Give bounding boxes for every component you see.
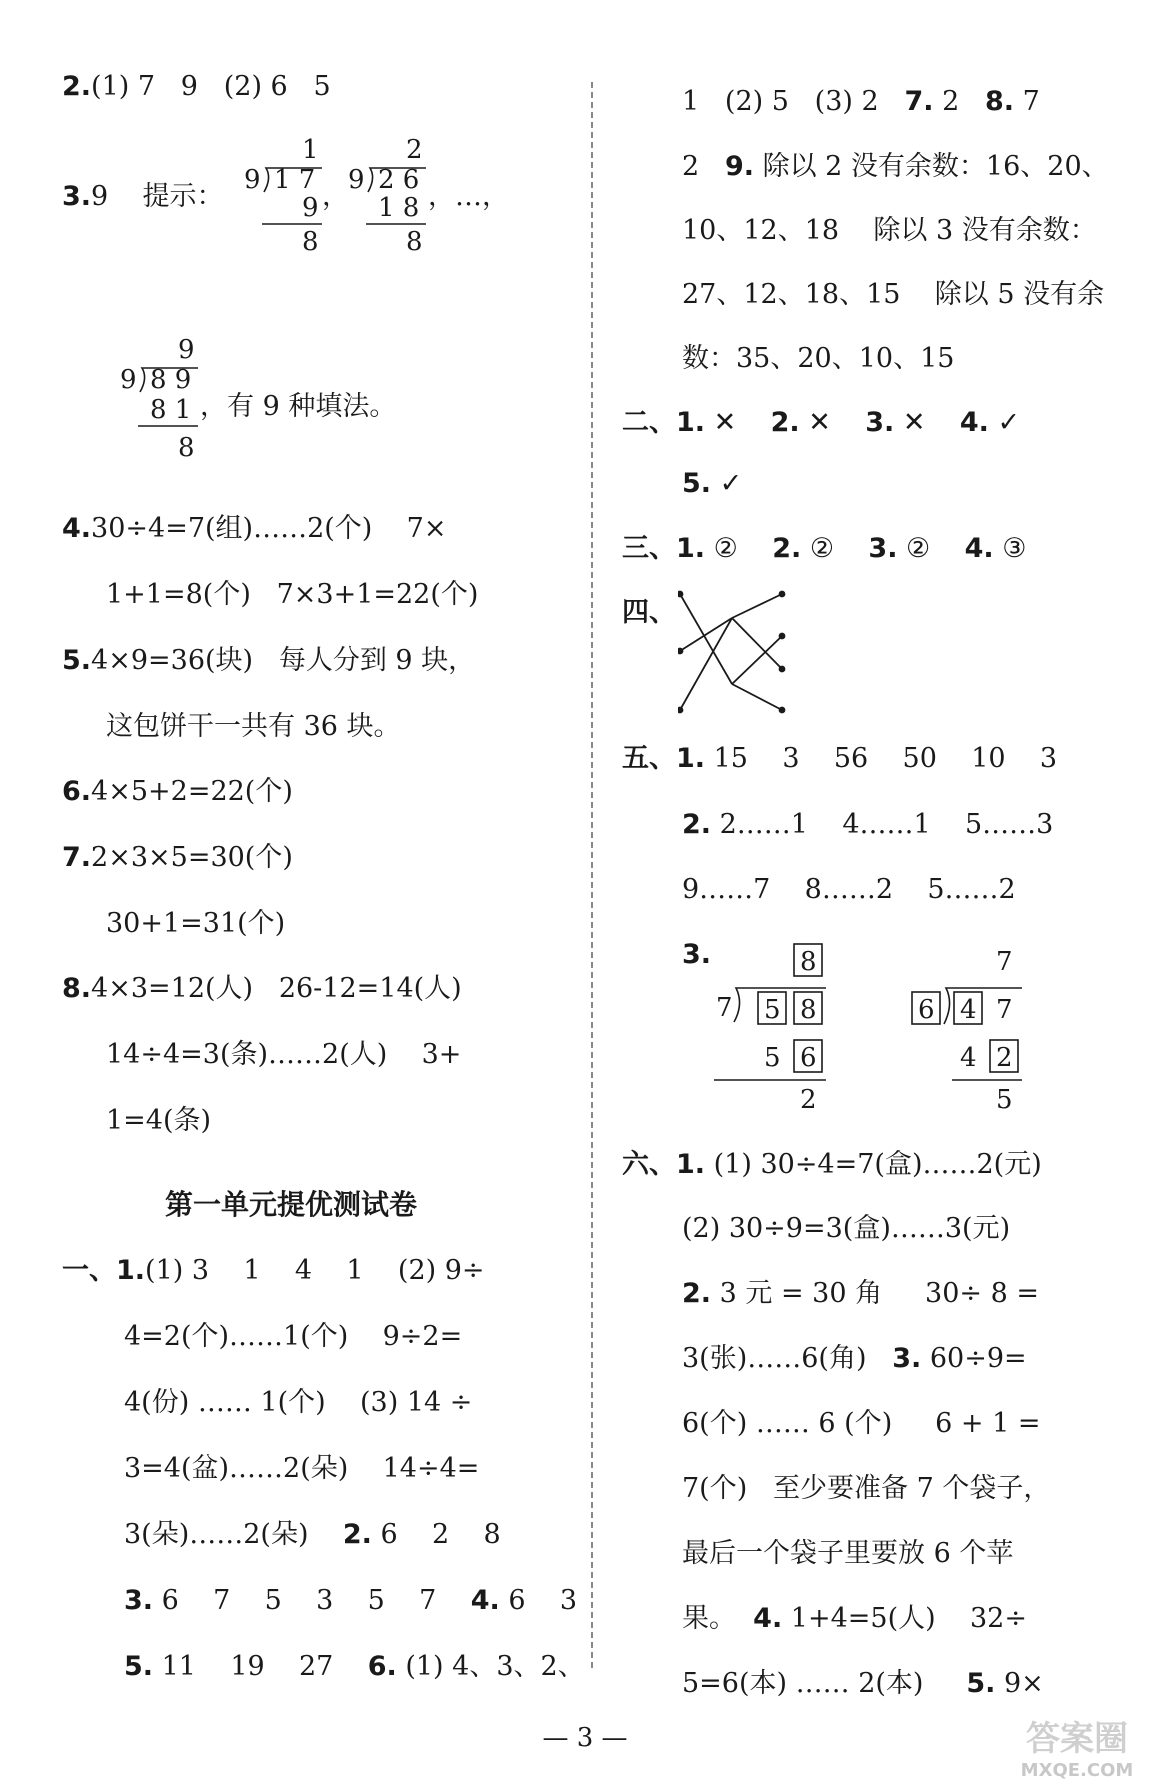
product-a: 4 [960, 1043, 977, 1073]
r-line1: 1 (2) 5 (3) 2 7. 2 8. 7 [682, 86, 1040, 117]
dividend-b: 8 [800, 995, 817, 1025]
remainder: 8 [302, 227, 319, 257]
dividend-b: 7 [996, 995, 1013, 1025]
s5-line1: 五、1. 15 3 56 50 10 3 [622, 743, 1058, 774]
r-line3: 10、12、18 除以 3 没有余数： [682, 215, 1097, 246]
long-division-89 [116, 332, 206, 474]
s1-line7: 5. 11 19 27 6. (1) 4、3、2、 [124, 1651, 585, 1682]
remainder: 2 [800, 1085, 817, 1112]
column-divider [591, 82, 593, 1668]
s6-line6: 7(个) 至少要准备 7 个袋子， [682, 1473, 1051, 1504]
watermark-text: 答案圈 [1026, 1719, 1128, 1759]
answer-8-line1: 8.4×3=12(人) 26-12=14(人) [62, 973, 462, 1004]
s6-line3: 2. 3 元 = 30 角 30÷ 8 = [682, 1278, 1039, 1309]
dividend: 8 9 [150, 365, 192, 395]
boxed-division-b [910, 942, 1030, 1112]
product: 9 [302, 193, 319, 223]
s3-line: 三、1. ② 2. ② 3. ② 4. ③ [622, 533, 1027, 564]
product-b: 2 [996, 1043, 1013, 1073]
answer-7-line2: 30+1=31(个) [106, 908, 286, 939]
quotient: 9 [178, 335, 195, 365]
answer-2: 2.(1) 7 9 (2) 6 5 [62, 71, 331, 102]
product-a: 5 [764, 1043, 781, 1073]
s1-line2: 4=2(个)……1(个) 9÷2= [124, 1321, 463, 1352]
separator-comma: ， [322, 181, 349, 212]
answer-3: 3.9 提示： [62, 181, 224, 212]
answer-4-line1: 4.30÷4=7(组)……2(个) 7× [62, 513, 447, 544]
s1-line1: 一、1.(1) 3 1 4 1 (2) 9÷ [62, 1255, 485, 1286]
s1-line4: 3=4(盆)……2(朵) 14÷4= [124, 1453, 480, 1484]
watermark-logo [1002, 1712, 1152, 1782]
product-b: 6 [800, 1043, 817, 1073]
r-line4: 27、12、18、15 除以 5 没有余 [682, 279, 1105, 310]
dividend: 2 6 [378, 165, 420, 195]
divisor: 6 [918, 995, 935, 1025]
s1-line5: 3(朵)……2(朵) 2. 6 2 8 [124, 1519, 501, 1550]
answer-3-tail: ，…， [428, 181, 509, 212]
dividend-a: 4 [960, 995, 977, 1025]
long-division-26 [344, 134, 434, 266]
product: 1 8 [378, 193, 420, 223]
answer-7-line1: 7.2×3×5=30(个) [62, 842, 293, 873]
divisor: 9 [244, 165, 261, 195]
s5-line2: 2. 2……1 4……1 5……3 [682, 809, 1054, 840]
s2-line2: 5. ✓ [682, 468, 743, 499]
quotient: 7 [996, 947, 1013, 977]
answer-8-line2: 14÷4=3(条)……2(人) 3+ [106, 1039, 462, 1070]
remainder: 8 [178, 433, 195, 463]
s5-line4: 3. [682, 939, 712, 970]
answer-8-line3: 1=4(条) [106, 1105, 212, 1136]
remainder: 5 [996, 1085, 1013, 1112]
quotient: 1 [302, 135, 319, 165]
watermark-url: MXQE.COM [1020, 1760, 1134, 1781]
r-line5: 数：35、20、10、15 [682, 343, 955, 374]
divisor: 9 [120, 365, 137, 395]
answer-5-line2: 这包饼干一共有 36 块。 [106, 711, 401, 742]
answer-5-line1: 5.4×9=36(块) 每人分到 9 块， [62, 645, 476, 676]
s4-label: 四、 [622, 597, 676, 628]
r-line2: 2 9. 除以 2 没有余数：16、20、 [682, 151, 1109, 182]
quotient: 2 [406, 135, 423, 165]
s6-line4: 3(张)……6(角) 3. 60÷9= [682, 1343, 1027, 1374]
product: 8 1 [150, 395, 192, 425]
section-title: 第一单元提优测试卷 [165, 1188, 418, 1221]
s1-line3: 4(份) …… 1(个) (3) 14 ÷ [124, 1387, 473, 1418]
remainder: 8 [406, 227, 423, 257]
answer-4-line2: 1+1=8(个) 7×3+1=22(个) [106, 579, 479, 610]
s5-line3: 9……7 8……2 5……2 [682, 874, 1016, 905]
divisor: 9 [348, 165, 365, 195]
s1-line6: 3. 6 7 5 3 5 7 4. 6 3 [124, 1585, 578, 1616]
dividend: 1 7 [274, 165, 316, 195]
divisor: 7 [716, 993, 733, 1023]
answer-3-conclusion: ，有 9 种填法。 [200, 391, 397, 422]
page-number: — 3 — [542, 1723, 628, 1753]
s6-line9: 5=6(本) …… 2(本) 5. 9× [682, 1668, 1044, 1699]
dividend-a: 5 [764, 995, 781, 1025]
s6-line2: (2) 30÷9=3(盒)……3(元) [682, 1213, 1011, 1244]
s6-line5: 6(个) …… 6 (个) 6 + 1 = [682, 1408, 1041, 1439]
s6-line7: 最后一个袋子里要放 6 个苹 [682, 1538, 1014, 1569]
matching-lines-figure [678, 588, 798, 718]
answer-6: 6.4×5+2=22(个) [62, 776, 293, 807]
quotient: 8 [800, 947, 817, 977]
s6-line8: 果。 4. 1+4=5(人) 32÷ [682, 1603, 1027, 1634]
s6-line1: 六、1. (1) 30÷4=7(盒)……2(元) [622, 1149, 1042, 1180]
boxed-division-a [714, 942, 834, 1112]
s2-line1: 二、1. ✕ 2. ✕ 3. ✕ 4. ✓ [622, 407, 1021, 438]
long-division-17 [240, 134, 330, 266]
